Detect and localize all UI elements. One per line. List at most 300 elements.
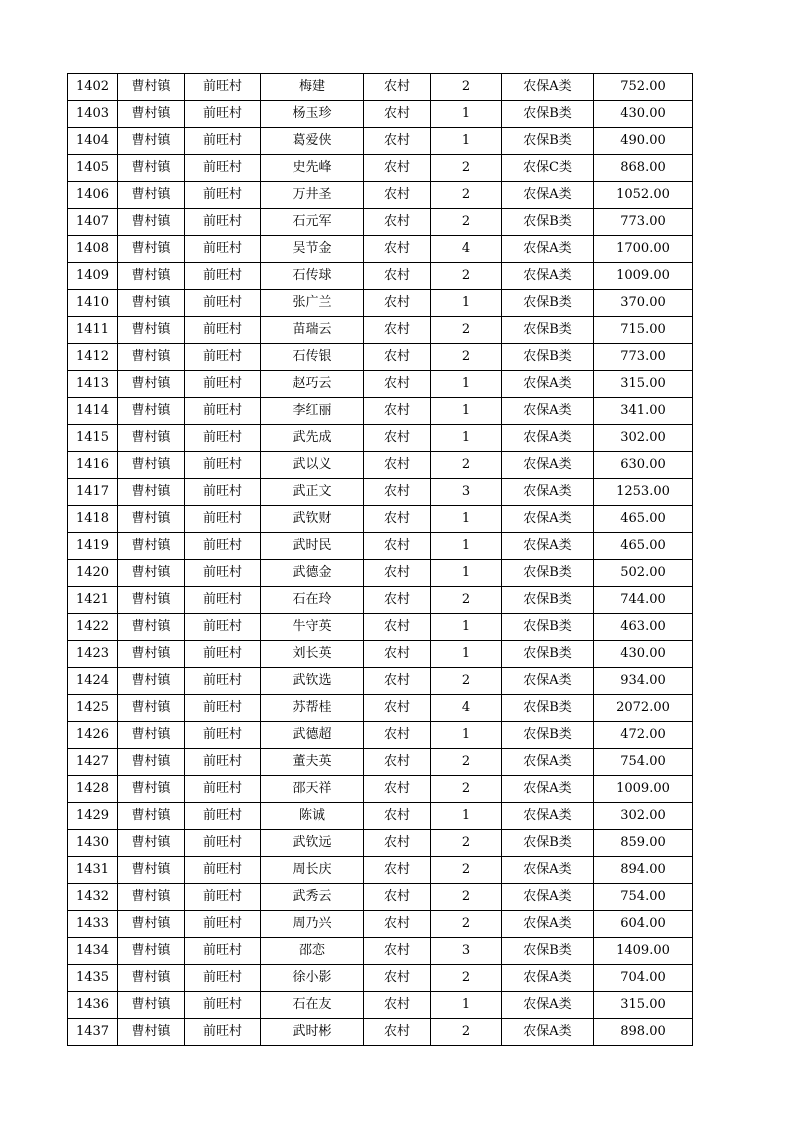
village-cell: 前旺村 — [185, 236, 261, 263]
town-cell: 曹村镇 — [118, 263, 185, 290]
household-size-cell: 2 — [431, 209, 502, 236]
name-cell: 邵恋 — [261, 938, 364, 965]
category-cell: 农保B类 — [502, 938, 594, 965]
area-type-cell: 农村 — [364, 263, 431, 290]
village-cell: 前旺村 — [185, 992, 261, 1019]
row-number: 1421 — [68, 587, 118, 614]
name-cell: 万井圣 — [261, 182, 364, 209]
household-size-cell: 2 — [431, 830, 502, 857]
amount-cell: 715.00 — [594, 317, 693, 344]
amount-cell: 430.00 — [594, 101, 693, 128]
area-type-cell: 农村 — [364, 209, 431, 236]
amount-cell: 341.00 — [594, 398, 693, 425]
village-cell: 前旺村 — [185, 560, 261, 587]
table-row — [68, 209, 693, 236]
amount-cell: 315.00 — [594, 992, 693, 1019]
row-number: 1426 — [68, 722, 118, 749]
amount-cell: 490.00 — [594, 128, 693, 155]
household-size-cell: 1 — [431, 533, 502, 560]
village-cell: 前旺村 — [185, 344, 261, 371]
amount-cell: 894.00 — [594, 857, 693, 884]
table-row — [68, 182, 693, 209]
household-size-cell: 2 — [431, 668, 502, 695]
table-row — [68, 236, 693, 263]
household-size-cell: 2 — [431, 155, 502, 182]
town-cell: 曹村镇 — [118, 830, 185, 857]
row-number: 1407 — [68, 209, 118, 236]
village-cell: 前旺村 — [185, 668, 261, 695]
household-size-cell: 2 — [431, 1019, 502, 1046]
name-cell: 苗瑞云 — [261, 317, 364, 344]
area-type-cell: 农村 — [364, 614, 431, 641]
category-cell: 农保A类 — [502, 371, 594, 398]
village-cell: 前旺村 — [185, 614, 261, 641]
name-cell: 石在友 — [261, 992, 364, 1019]
household-size-cell: 1 — [431, 803, 502, 830]
row-number: 1425 — [68, 695, 118, 722]
category-cell: 农保B类 — [502, 641, 594, 668]
household-size-cell: 4 — [431, 236, 502, 263]
household-size-cell: 1 — [431, 992, 502, 1019]
row-number: 1423 — [68, 641, 118, 668]
area-type-cell: 农村 — [364, 560, 431, 587]
village-cell: 前旺村 — [185, 155, 261, 182]
town-cell: 曹村镇 — [118, 533, 185, 560]
area-type-cell: 农村 — [364, 479, 431, 506]
table-row — [68, 776, 693, 803]
table-row — [68, 371, 693, 398]
area-type-cell: 农村 — [364, 182, 431, 209]
village-cell: 前旺村 — [185, 74, 261, 101]
row-number: 1435 — [68, 965, 118, 992]
name-cell: 武钦财 — [261, 506, 364, 533]
name-cell: 徐小影 — [261, 965, 364, 992]
table-row — [68, 506, 693, 533]
name-cell: 董夫英 — [261, 749, 364, 776]
table-row — [68, 722, 693, 749]
amount-cell: 302.00 — [594, 425, 693, 452]
area-type-cell: 农村 — [364, 587, 431, 614]
name-cell: 武德超 — [261, 722, 364, 749]
household-size-cell: 2 — [431, 911, 502, 938]
category-cell: 农保A类 — [502, 992, 594, 1019]
category-cell: 农保A类 — [502, 506, 594, 533]
town-cell: 曹村镇 — [118, 641, 185, 668]
row-number: 1436 — [68, 992, 118, 1019]
name-cell: 石在玲 — [261, 587, 364, 614]
table-row — [68, 830, 693, 857]
name-cell: 石传银 — [261, 344, 364, 371]
amount-cell: 1700.00 — [594, 236, 693, 263]
village-cell: 前旺村 — [185, 479, 261, 506]
name-cell: 梅建 — [261, 74, 364, 101]
area-type-cell: 农村 — [364, 1019, 431, 1046]
name-cell: 石传球 — [261, 263, 364, 290]
name-cell: 武钦选 — [261, 668, 364, 695]
area-type-cell: 农村 — [364, 911, 431, 938]
row-number: 1432 — [68, 884, 118, 911]
town-cell: 曹村镇 — [118, 425, 185, 452]
row-number: 1428 — [68, 776, 118, 803]
category-cell: 农保B类 — [502, 128, 594, 155]
village-cell: 前旺村 — [185, 506, 261, 533]
household-size-cell: 2 — [431, 263, 502, 290]
table-row — [68, 749, 693, 776]
category-cell: 农保B类 — [502, 344, 594, 371]
name-cell: 武正文 — [261, 479, 364, 506]
amount-cell: 1052.00 — [594, 182, 693, 209]
table-row — [68, 992, 693, 1019]
village-cell: 前旺村 — [185, 587, 261, 614]
area-type-cell: 农村 — [364, 695, 431, 722]
amount-cell: 773.00 — [594, 209, 693, 236]
name-cell: 李红丽 — [261, 398, 364, 425]
row-number: 1403 — [68, 101, 118, 128]
area-type-cell: 农村 — [364, 74, 431, 101]
name-cell: 邵天祥 — [261, 776, 364, 803]
household-size-cell: 3 — [431, 479, 502, 506]
area-type-cell: 农村 — [364, 749, 431, 776]
town-cell: 曹村镇 — [118, 74, 185, 101]
town-cell: 曹村镇 — [118, 155, 185, 182]
town-cell: 曹村镇 — [118, 695, 185, 722]
area-type-cell: 农村 — [364, 884, 431, 911]
area-type-cell: 农村 — [364, 371, 431, 398]
town-cell: 曹村镇 — [118, 749, 185, 776]
town-cell: 曹村镇 — [118, 911, 185, 938]
household-size-cell: 2 — [431, 776, 502, 803]
amount-cell: 465.00 — [594, 506, 693, 533]
name-cell: 周长庆 — [261, 857, 364, 884]
name-cell: 刘长英 — [261, 641, 364, 668]
name-cell: 史先峰 — [261, 155, 364, 182]
category-cell: 农保B类 — [502, 290, 594, 317]
name-cell: 武钦远 — [261, 830, 364, 857]
village-cell: 前旺村 — [185, 398, 261, 425]
amount-cell: 898.00 — [594, 1019, 693, 1046]
area-type-cell: 农村 — [364, 101, 431, 128]
table-row — [68, 641, 693, 668]
amount-cell: 754.00 — [594, 884, 693, 911]
category-cell: 农保A类 — [502, 776, 594, 803]
town-cell: 曹村镇 — [118, 722, 185, 749]
category-cell: 农保C类 — [502, 155, 594, 182]
village-cell: 前旺村 — [185, 533, 261, 560]
village-cell: 前旺村 — [185, 803, 261, 830]
area-type-cell: 农村 — [364, 452, 431, 479]
category-cell: 农保A类 — [502, 884, 594, 911]
town-cell: 曹村镇 — [118, 1019, 185, 1046]
village-cell: 前旺村 — [185, 425, 261, 452]
table-row — [68, 668, 693, 695]
row-number: 1420 — [68, 560, 118, 587]
name-cell: 武时民 — [261, 533, 364, 560]
table-row — [68, 938, 693, 965]
household-size-cell: 1 — [431, 506, 502, 533]
table-row — [68, 614, 693, 641]
category-cell: 农保A类 — [502, 479, 594, 506]
household-size-cell: 1 — [431, 398, 502, 425]
table-row — [68, 560, 693, 587]
area-type-cell: 农村 — [364, 776, 431, 803]
row-number: 1415 — [68, 425, 118, 452]
household-size-cell: 2 — [431, 182, 502, 209]
town-cell: 曹村镇 — [118, 290, 185, 317]
area-type-cell: 农村 — [364, 290, 431, 317]
town-cell: 曹村镇 — [118, 128, 185, 155]
household-size-cell: 1 — [431, 614, 502, 641]
household-size-cell: 1 — [431, 560, 502, 587]
row-number: 1404 — [68, 128, 118, 155]
row-number: 1410 — [68, 290, 118, 317]
household-size-cell: 1 — [431, 101, 502, 128]
household-size-cell: 2 — [431, 344, 502, 371]
row-number: 1437 — [68, 1019, 118, 1046]
area-type-cell: 农村 — [364, 398, 431, 425]
amount-cell: 472.00 — [594, 722, 693, 749]
row-number: 1430 — [68, 830, 118, 857]
amount-cell: 704.00 — [594, 965, 693, 992]
amount-cell: 502.00 — [594, 560, 693, 587]
category-cell: 农保B类 — [502, 695, 594, 722]
town-cell: 曹村镇 — [118, 857, 185, 884]
town-cell: 曹村镇 — [118, 938, 185, 965]
row-number: 1408 — [68, 236, 118, 263]
category-cell: 农保A类 — [502, 452, 594, 479]
table-row — [68, 263, 693, 290]
table-row — [68, 452, 693, 479]
household-size-cell: 2 — [431, 74, 502, 101]
village-cell: 前旺村 — [185, 722, 261, 749]
amount-cell: 1409.00 — [594, 938, 693, 965]
village-cell: 前旺村 — [185, 1019, 261, 1046]
name-cell: 陈诚 — [261, 803, 364, 830]
amount-cell: 465.00 — [594, 533, 693, 560]
row-number: 1413 — [68, 371, 118, 398]
village-cell: 前旺村 — [185, 182, 261, 209]
table-row — [68, 965, 693, 992]
name-cell: 石元军 — [261, 209, 364, 236]
amount-cell: 868.00 — [594, 155, 693, 182]
village-cell: 前旺村 — [185, 452, 261, 479]
row-number: 1431 — [68, 857, 118, 884]
town-cell: 曹村镇 — [118, 992, 185, 1019]
area-type-cell: 农村 — [364, 965, 431, 992]
table-row — [68, 803, 693, 830]
row-number: 1418 — [68, 506, 118, 533]
row-number: 1406 — [68, 182, 118, 209]
amount-cell: 754.00 — [594, 749, 693, 776]
category-cell: 农保A类 — [502, 965, 594, 992]
town-cell: 曹村镇 — [118, 479, 185, 506]
village-cell: 前旺村 — [185, 371, 261, 398]
name-cell: 周乃兴 — [261, 911, 364, 938]
row-number: 1429 — [68, 803, 118, 830]
table-row — [68, 911, 693, 938]
table-row — [68, 344, 693, 371]
amount-cell: 1009.00 — [594, 776, 693, 803]
town-cell: 曹村镇 — [118, 884, 185, 911]
amount-cell: 302.00 — [594, 803, 693, 830]
category-cell: 农保A类 — [502, 182, 594, 209]
category-cell: 农保A类 — [502, 74, 594, 101]
household-size-cell: 2 — [431, 857, 502, 884]
area-type-cell: 农村 — [364, 533, 431, 560]
category-cell: 农保B类 — [502, 722, 594, 749]
town-cell: 曹村镇 — [118, 776, 185, 803]
area-type-cell: 农村 — [364, 236, 431, 263]
amount-cell: 752.00 — [594, 74, 693, 101]
town-cell: 曹村镇 — [118, 236, 185, 263]
amount-cell: 315.00 — [594, 371, 693, 398]
name-cell: 葛爱侠 — [261, 128, 364, 155]
category-cell: 农保B类 — [502, 209, 594, 236]
name-cell: 苏帮桂 — [261, 695, 364, 722]
row-number: 1402 — [68, 74, 118, 101]
category-cell: 农保A类 — [502, 857, 594, 884]
village-cell: 前旺村 — [185, 749, 261, 776]
household-size-cell: 3 — [431, 938, 502, 965]
amount-cell: 1009.00 — [594, 263, 693, 290]
area-type-cell: 农村 — [364, 641, 431, 668]
town-cell: 曹村镇 — [118, 209, 185, 236]
table-row — [68, 884, 693, 911]
table-row — [68, 1019, 693, 1046]
area-type-cell: 农村 — [364, 668, 431, 695]
category-cell: 农保A类 — [502, 236, 594, 263]
row-number: 1416 — [68, 452, 118, 479]
amount-cell: 463.00 — [594, 614, 693, 641]
area-type-cell: 农村 — [364, 992, 431, 1019]
town-cell: 曹村镇 — [118, 668, 185, 695]
amount-cell: 859.00 — [594, 830, 693, 857]
name-cell: 赵巧云 — [261, 371, 364, 398]
town-cell: 曹村镇 — [118, 371, 185, 398]
row-number: 1424 — [68, 668, 118, 695]
village-cell: 前旺村 — [185, 938, 261, 965]
roster-table — [67, 73, 693, 1046]
row-number: 1411 — [68, 317, 118, 344]
table-row — [68, 155, 693, 182]
amount-cell: 604.00 — [594, 911, 693, 938]
village-cell: 前旺村 — [185, 317, 261, 344]
amount-cell: 630.00 — [594, 452, 693, 479]
table-row — [68, 101, 693, 128]
household-size-cell: 2 — [431, 452, 502, 479]
category-cell: 农保B类 — [502, 830, 594, 857]
table-row — [68, 398, 693, 425]
amount-cell: 773.00 — [594, 344, 693, 371]
row-number: 1417 — [68, 479, 118, 506]
category-cell: 农保A类 — [502, 668, 594, 695]
category-cell: 农保B类 — [502, 101, 594, 128]
row-number: 1433 — [68, 911, 118, 938]
row-number: 1414 — [68, 398, 118, 425]
table-row — [68, 317, 693, 344]
town-cell: 曹村镇 — [118, 344, 185, 371]
amount-cell: 1253.00 — [594, 479, 693, 506]
name-cell: 武时彬 — [261, 1019, 364, 1046]
town-cell: 曹村镇 — [118, 506, 185, 533]
village-cell: 前旺村 — [185, 290, 261, 317]
name-cell: 张广兰 — [261, 290, 364, 317]
village-cell: 前旺村 — [185, 857, 261, 884]
household-size-cell: 2 — [431, 965, 502, 992]
category-cell: 农保B类 — [502, 614, 594, 641]
area-type-cell: 农村 — [364, 938, 431, 965]
town-cell: 曹村镇 — [118, 317, 185, 344]
category-cell: 农保B类 — [502, 317, 594, 344]
amount-cell: 744.00 — [594, 587, 693, 614]
area-type-cell: 农村 — [364, 857, 431, 884]
household-size-cell: 1 — [431, 371, 502, 398]
category-cell: 农保A类 — [502, 263, 594, 290]
area-type-cell: 农村 — [364, 344, 431, 371]
category-cell: 农保B类 — [502, 560, 594, 587]
row-number: 1434 — [68, 938, 118, 965]
category-cell: 农保A类 — [502, 425, 594, 452]
household-size-cell: 1 — [431, 641, 502, 668]
area-type-cell: 农村 — [364, 317, 431, 344]
category-cell: 农保A类 — [502, 1019, 594, 1046]
row-number: 1422 — [68, 614, 118, 641]
village-cell: 前旺村 — [185, 263, 261, 290]
town-cell: 曹村镇 — [118, 182, 185, 209]
town-cell: 曹村镇 — [118, 101, 185, 128]
amount-cell: 934.00 — [594, 668, 693, 695]
table-row — [68, 425, 693, 452]
household-size-cell: 1 — [431, 425, 502, 452]
amount-cell: 2072.00 — [594, 695, 693, 722]
household-size-cell: 4 — [431, 695, 502, 722]
name-cell: 牛守英 — [261, 614, 364, 641]
village-cell: 前旺村 — [185, 641, 261, 668]
name-cell: 杨玉珍 — [261, 101, 364, 128]
row-number: 1412 — [68, 344, 118, 371]
household-size-cell: 2 — [431, 749, 502, 776]
category-cell: 农保A类 — [502, 749, 594, 776]
area-type-cell: 农村 — [364, 155, 431, 182]
area-type-cell: 农村 — [364, 722, 431, 749]
household-size-cell: 1 — [431, 290, 502, 317]
area-type-cell: 农村 — [364, 128, 431, 155]
town-cell: 曹村镇 — [118, 803, 185, 830]
name-cell: 武德金 — [261, 560, 364, 587]
village-cell: 前旺村 — [185, 911, 261, 938]
category-cell: 农保A类 — [502, 911, 594, 938]
row-number: 1419 — [68, 533, 118, 560]
name-cell: 武以义 — [261, 452, 364, 479]
town-cell: 曹村镇 — [118, 560, 185, 587]
roster-body — [68, 74, 693, 1046]
category-cell: 农保B类 — [502, 587, 594, 614]
village-cell: 前旺村 — [185, 884, 261, 911]
table-row — [68, 290, 693, 317]
village-cell: 前旺村 — [185, 101, 261, 128]
area-type-cell: 农村 — [364, 830, 431, 857]
village-cell: 前旺村 — [185, 830, 261, 857]
table-row — [68, 533, 693, 560]
area-type-cell: 农村 — [364, 425, 431, 452]
town-cell: 曹村镇 — [118, 587, 185, 614]
town-cell: 曹村镇 — [118, 452, 185, 479]
category-cell: 农保A类 — [502, 803, 594, 830]
amount-cell: 370.00 — [594, 290, 693, 317]
town-cell: 曹村镇 — [118, 398, 185, 425]
household-size-cell: 2 — [431, 884, 502, 911]
table-row — [68, 128, 693, 155]
name-cell: 吴节金 — [261, 236, 364, 263]
